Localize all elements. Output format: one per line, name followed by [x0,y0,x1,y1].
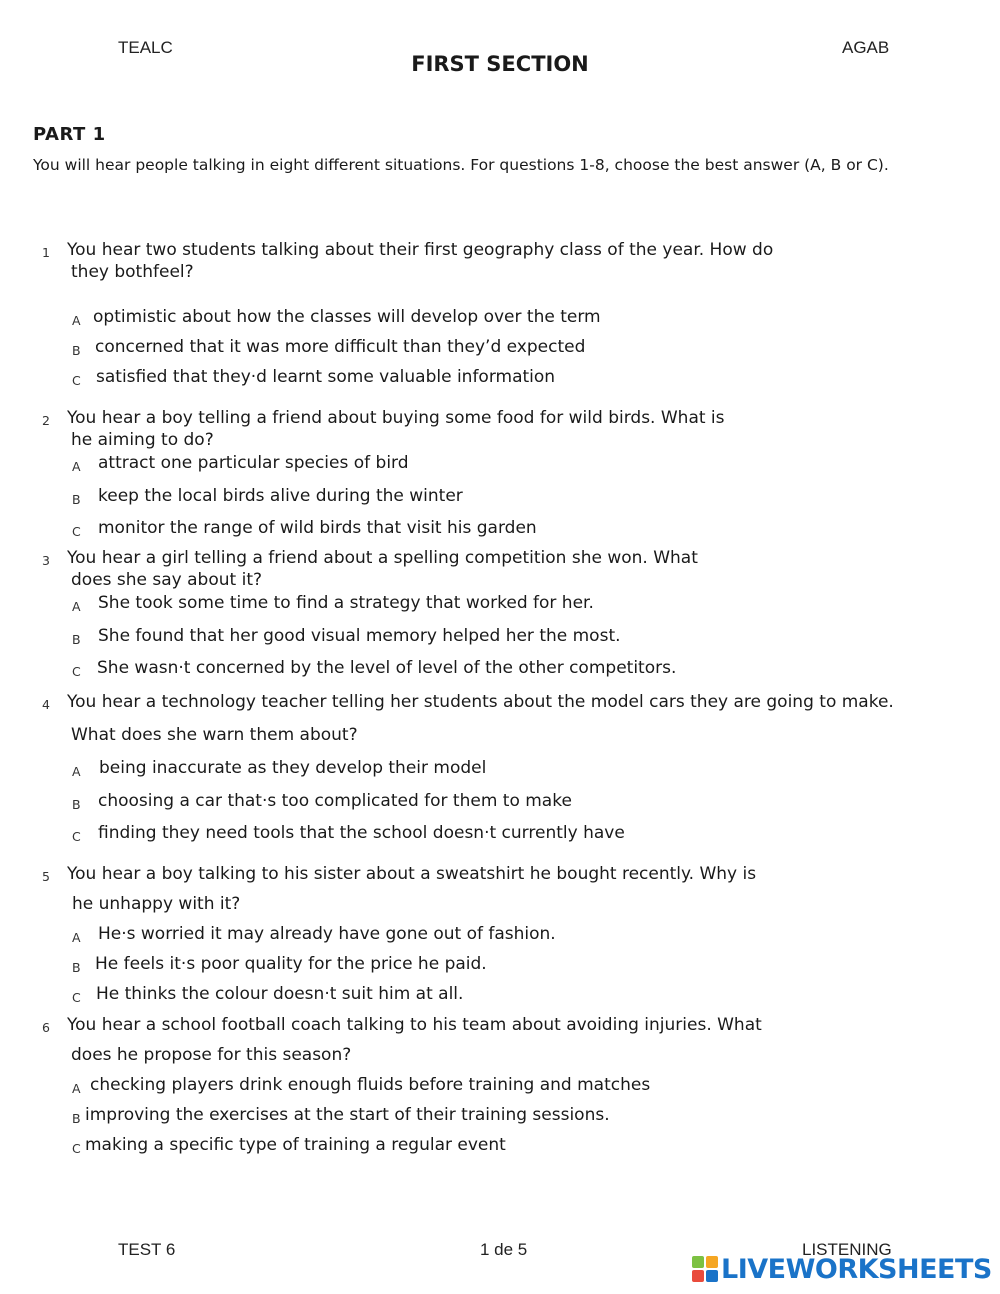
question-text-cont: does he propose for this season? [71,1045,352,1065]
option-c[interactable]: ﬁnding they need tools that the school doesn·t currently have [98,823,625,843]
question-number: 1 [42,245,50,260]
question-text: You hear a girl telling a friend about a spelling competition she won. What [67,548,698,568]
option-c[interactable]: monitor the range of wild birds that visit his garden [98,518,537,538]
option-b[interactable]: She found that her good visual memory helped her the most. [98,626,621,646]
question-text: You hear two students talking about their first geography class of the year. How do [67,240,774,260]
option-letter: B [72,797,81,812]
option-letter: B [72,492,81,507]
question-text: You hear a school football coach talking to his team about avoiding injuries. What [67,1015,762,1035]
option-letter: A [72,764,81,779]
logo-cell [692,1256,704,1268]
option-b[interactable]: improving the exercises at the start of their training sessions. [85,1105,610,1125]
option-a[interactable]: She took some time to ﬁnd a strategy that worked for her. [98,593,594,613]
option-c[interactable]: He thinks the colour doesn·t suit him at all. [96,984,464,1004]
option-letter: A [72,930,81,945]
header-left: TEALC [118,38,173,57]
option-b[interactable]: keep the local birds alive during the winter [98,486,463,506]
page-number: 1 de 5 [480,1240,528,1259]
question-text-cont: they bothfeel? [71,262,194,282]
option-a[interactable]: He·s worried it may already have gone out of fashion. [98,924,556,944]
question-number: 5 [42,869,50,884]
option-letter: C [72,524,81,539]
option-c[interactable]: satisﬁed that they·d learnt some valuable information [96,367,556,387]
option-letter: C [72,373,81,388]
page-title: FIRST SECTION [411,52,589,76]
option-letter: A [72,459,81,474]
logo-cell [706,1256,718,1268]
option-letter: A [72,1081,81,1096]
part-instructions: You will hear people talking in eight different situations. For questions 1-8, choose the best answer (A, B or C). [33,156,889,174]
part-label: PART 1 [33,124,106,145]
option-letter: A [72,599,81,614]
option-letter: C [72,990,81,1005]
question-text: You hear a boy talking to his sister about a sweatshirt he bought recently. Why is [67,864,757,884]
header-right: AGAB [842,38,890,57]
question-text-cont: he aiming to do? [71,430,214,450]
question-number: 3 [42,553,50,568]
option-letter: A [72,313,81,328]
logo-cell [692,1270,704,1282]
option-b[interactable]: choosing a car that·s too complicated for them to make [98,791,572,811]
logo-cell [706,1270,718,1282]
question-number: 6 [42,1020,50,1035]
question-text-cont: he unhappy with it? [72,894,241,914]
question-text-cont: What does she warn them about? [71,725,358,745]
option-letter: C [72,1141,81,1156]
question-number: 4 [42,697,50,712]
logo-grid-icon [692,1256,718,1282]
option-a[interactable]: optimistic about how the classes will develop over the term [93,307,601,327]
option-c[interactable]: making a speciﬁc type of training a regular event [85,1135,506,1155]
question-text-cont: does she say about it? [71,570,263,590]
footer-left: TEST 6 [118,1240,176,1259]
option-c[interactable]: She wasn·t concerned by the level of level of the other competitors. [97,658,677,678]
option-a[interactable]: attract one particular species of bird [98,453,409,473]
option-letter: C [72,664,81,679]
brand-text: LIVEWORKSHEETS [721,1253,992,1285]
option-letter: B [72,960,81,975]
option-a[interactable]: checking players drink enough ﬂuids before training and matches [90,1075,651,1095]
question-number: 2 [42,413,50,428]
option-b[interactable]: concerned that it was more diﬃcult than they’d expected [95,337,586,357]
liveworksheets-logo[interactable] [692,1254,992,1284]
option-letter: C [72,829,81,844]
footer-right: LISTENING [802,1240,892,1259]
question-text: You hear a boy telling a friend about buying some food for wild birds. What is [67,408,725,428]
question-text: You hear a technology teacher telling her students about the model cars they are going to make. [67,692,894,712]
option-a[interactable]: being inaccurate as they develop their model [99,758,487,778]
option-b[interactable]: He feels it·s poor quality for the price he paid. [95,954,487,974]
option-letter: B [72,1111,81,1126]
option-letter: B [72,632,81,647]
option-letter: B [72,343,81,358]
